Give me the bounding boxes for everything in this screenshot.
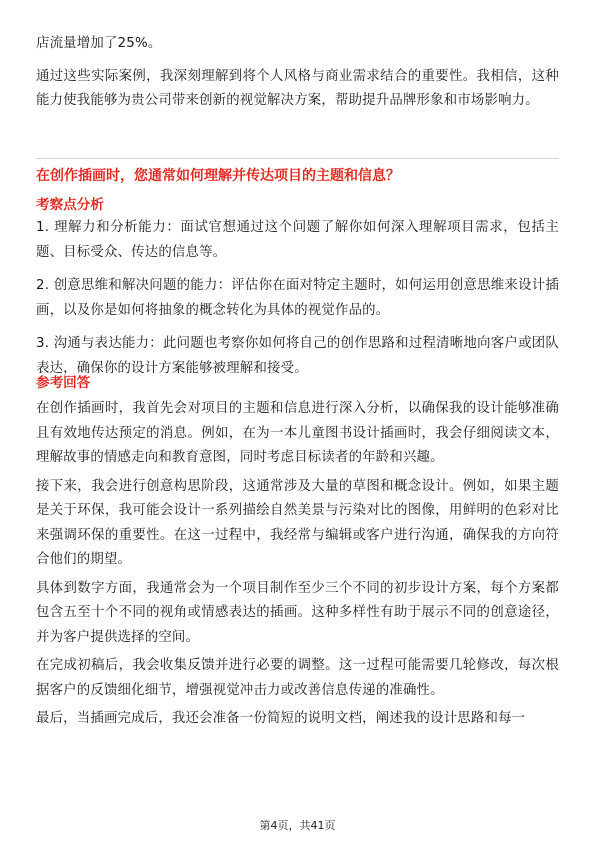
answer-paragraph: 在完成初稿后，我会收集反馈并进行必要的调整。这一过程可能需要几轮修改，每次根据客户的反馈细化细节，增强视觉冲击力或改善信息传递的准确性。: [36, 658, 559, 698]
answer-paragraph: 接下来，我会进行创意构思阶段，这通常涉及大量的草图和概念设计。例如，如果主题是关于环保，我可能会设计一系列描绘自然美景与污染对比的图像，用鲜明的色彩对比来强调环保的重要性。在这一过程中，我经常与编辑或客户进行沟通，确保我的方向符合他们的期望。: [36, 478, 559, 567]
answer-section: [36, 372, 559, 736]
page-number: 第4页，共41页: [259, 819, 336, 832]
analysis-section: [36, 194, 559, 390]
paragraph: 通过这些实际案例，我深刻理解到将个人风格与商业需求结合的重要性。我相信，这种能力使我能够为贵公司带来创新的视觉解决方案，帮助提升品牌形象和市场影响力。: [36, 68, 559, 108]
previous-answer-tail: [36, 32, 559, 114]
analysis-item: 3. 沟通与表达能力：此问题也考察你如何将自己的创作思路和过程清晰地向客户或团队表达，确保你的设计方案能够被理解和接受。: [36, 336, 559, 376]
paragraph: 店流量增加了25%。: [36, 36, 162, 51]
answer-heading: 参考回答: [36, 375, 91, 391]
analysis-item: 1. 理解力和分析能力：面试官想通过这个问题了解你如何深入理解项目需求，包括主题、目标受众、传达的信息等。: [36, 220, 559, 260]
answer-paragraph: 最后，当插画完成后，我还会准备一份简短的说明文档，阐述我的设计思路和每一: [36, 711, 526, 726]
section-divider: [36, 158, 559, 159]
answer-paragraph: 具体到数字方面，我通常会为一个项目制作至少三个不同的初步设计方案，每个方案都包含五至十个不同的视角或情感表达的插画。这种多样性有助于展示不同的创意途径，并为客户提供选择的空间。: [36, 580, 559, 645]
analysis-heading: 考察点分析: [36, 197, 104, 213]
analysis-item: 2. 创意思维和解决问题的能力：评估你在面对特定主题时，如何运用创意思维来设计插画，以及你是如何将抽象的概念转化为具体的视觉作品的。: [36, 278, 559, 318]
answer-paragraph: 在创作插画时，我首先会对项目的主题和信息进行深入分析，以确保我的设计能够准确且有效地传达预定的消息。例如，在为一本儿童图书设计插画时，我会仔细阅读文本，理解故事的情感走向和教育意图，同时考虑目标读者的年龄和兴趣。: [36, 401, 559, 465]
question-heading: 在创作插画时，您通常如何理解并传达项目的主题和信息？: [36, 168, 400, 184]
